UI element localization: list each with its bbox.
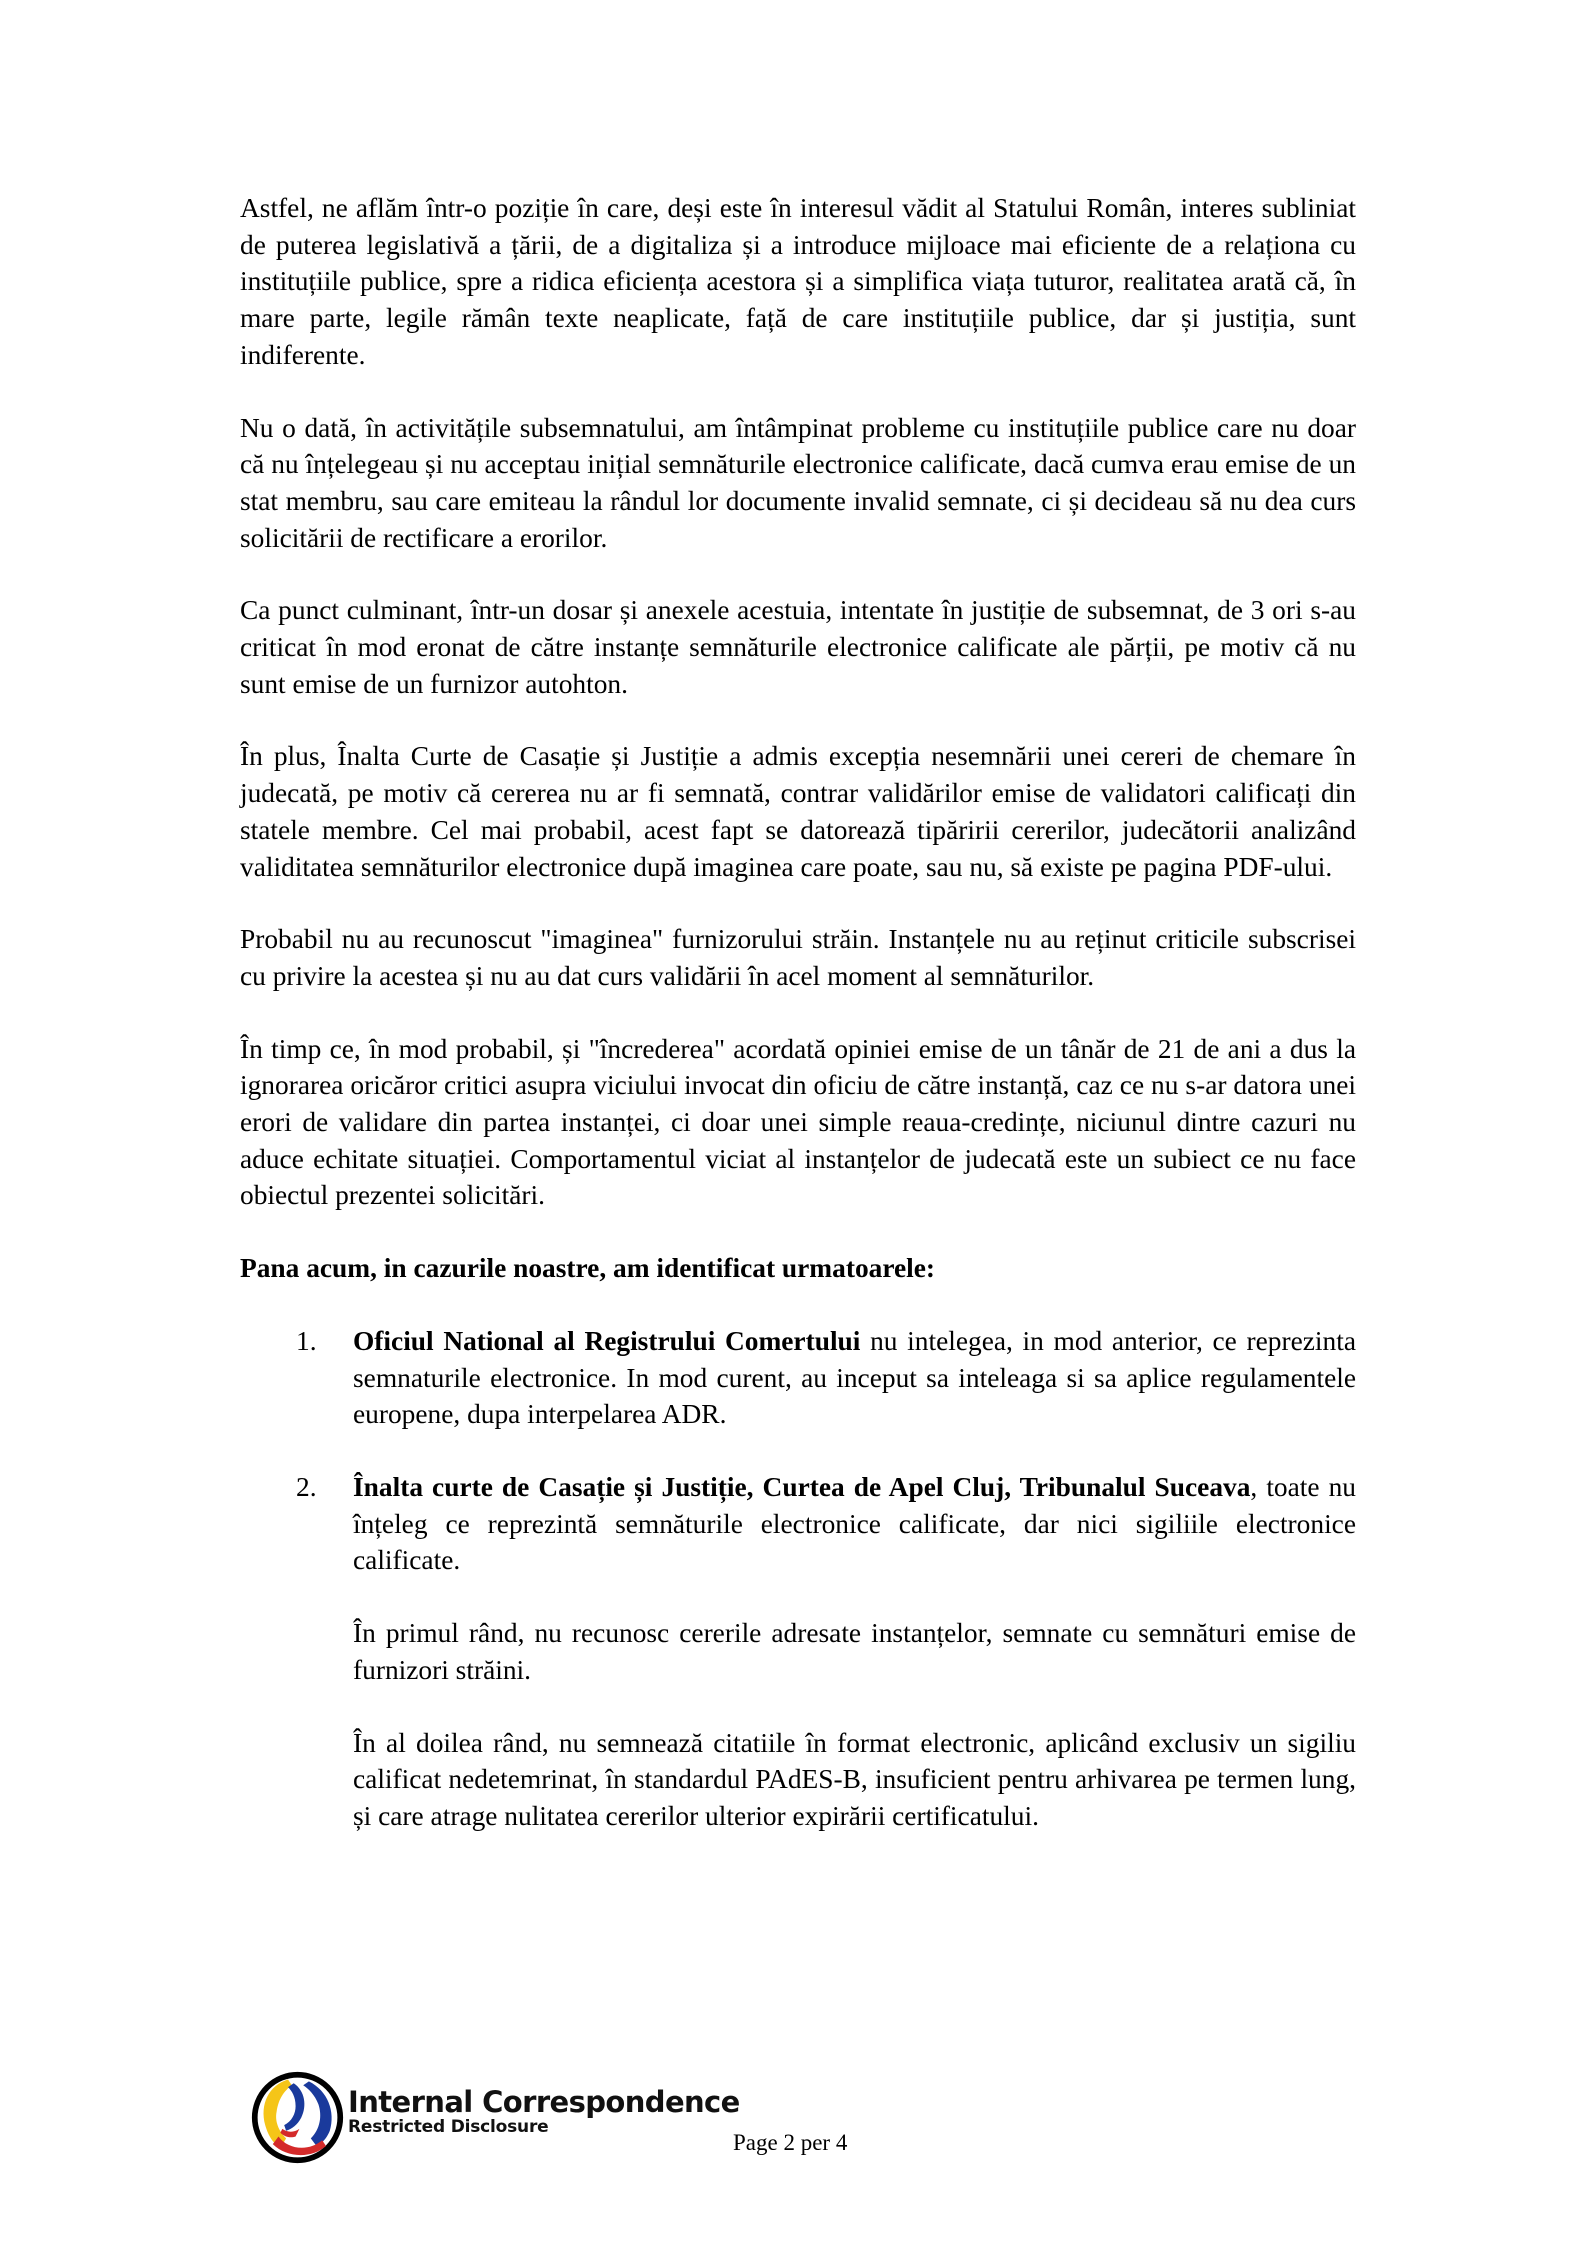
footer-brand: [348, 2087, 740, 2136]
list-number: 2.: [296, 1471, 317, 1502]
brand-subtitle: Restricted Disclosure: [348, 2117, 549, 2137]
list-item-text: [353, 1323, 1356, 1433]
paragraph-trust-opinion: În timp ce, în mod probabil, și "încrederea" acordată opiniei emise de un tânăr de 21 de ani a dus la ignorarea oricăror critici asupra viciului invocat din oficiu de către instanță, caz ce nu s-ar datora unei erori de validare din partea instanței, ci doar unei simple reaua-credințe, niciunul dintre cazuri nu aduce echitate situației. Comportamentul viciat al instanțelor de judecată este un subiect ce nu face obiectul prezentei solicitări.: [240, 1033, 1356, 1211]
institution-name: Oficiul National al Registrului Comertului: [353, 1325, 861, 1356]
document-body: [240, 190, 1356, 1871]
list-sub-paragraph: În primul rând, nu recunosc cererile adresate instanțelor, semnate cu semnături emise de furnizori străini.: [353, 1618, 1356, 1685]
list-item: [240, 1323, 1356, 1433]
paragraph-intro: Astfel, ne aflăm într-o poziție în care, deși este în interesul vădit al Statului Român, interes subliniat de puterea legislativă a țării, de a digitaliza și a introduce mijloace mai eficiente de a relaționa cu instituțiile publice, spre a ridica eficiența acestora și a simplifica viața tuturor, realitatea arată că, în mare parte, legile rămân texte neaplicate, față de care instituțiile publice, dar și justiția, sunt indiferente.: [240, 193, 1356, 370]
findings-list: [240, 1323, 1356, 1835]
list-item-description: nu intelegea, in mod anterior, ce reprezinta semnaturile electronice. In mod curent, au inceput sa inteleaga si sa aplice regulamentele europene, dupa interpelarea ADR.: [353, 1325, 1356, 1430]
list-number: 1.: [296, 1325, 317, 1356]
section-heading: Pana acum, in cazurile noastre, am identificat urmatoarele:: [240, 1253, 936, 1284]
paragraph-institution-problems: Nu o dată, în activitățile subsemnatului, am întâmpinat probleme cu instituțiile publice care nu doar că nu înțelegeau și nu acceptau inițial semnăturile electronice calificate, dacă cumva erau emise de un stat membru, sau care emiteau la rândul lor documente invalid semnate, ci și decideau să nu dea curs solicitării de rectificare a erorilor.: [240, 412, 1356, 553]
page-number: Page 2 per 4: [733, 2130, 848, 2155]
paragraph-foreign-provider: Probabil nu au recunoscut "imaginea" furnizorului străin. Instanțele nu au reținut criticile subscrisei cu privire la acestea și nu au dat curs validării în acel moment al semnăturilor.: [240, 924, 1356, 991]
list-sub-paragraph: În al doilea rând, nu semnează citatiile în format electronic, aplicând exclusiv un sigiliu calificat nedetemrinat, în standardul PAdES-B, insuficient pentru arhivarea pe termen lung, și care atrage nulitatea cererilor ulterior expirării certificatului.: [353, 1727, 1356, 1831]
list-item-description: , toate nu înțeleg ce reprezintă semnăturile electronice calificate, dar nici sigiliile electronice calificate.: [353, 1471, 1356, 1576]
brand-title: Internal Correspondence: [348, 2085, 740, 2119]
institution-name: Înalta curte de Casație și Justiție, Curtea de Apel Cluj, Tribunalul Suceava: [353, 1471, 1251, 1502]
circular-tricolor-logo-icon: [250, 2070, 345, 2165]
list-item-text: [353, 1469, 1356, 1579]
paragraph-culminating-point: Ca punct culminant, într-un dosar și anexele acestuia, intentate în justiție de subsemnat, de 3 ori s-au criticat în mod eronat de către instanțe semnăturile electronice calificate ale părții, pe motiv că nu sunt emise de un furnizor autohton.: [240, 595, 1356, 699]
list-item: [240, 1469, 1356, 1835]
paragraph-iccj-exception: În plus, Înalta Curte de Casație și Justiție a admis excepția nesemnării unei cereri de chemare în judecată, pe motiv că cererea nu ar fi semnată, contrar validărilor emise de validatori calificați din statele membre. Cel mai probabil, acest fapt se datorează tipăririi cererilor, judecătorii analizând validitatea semnăturilor electronice după imaginea care poate, sau nu, să existe pe pagina PDF-ului.: [240, 741, 1356, 882]
